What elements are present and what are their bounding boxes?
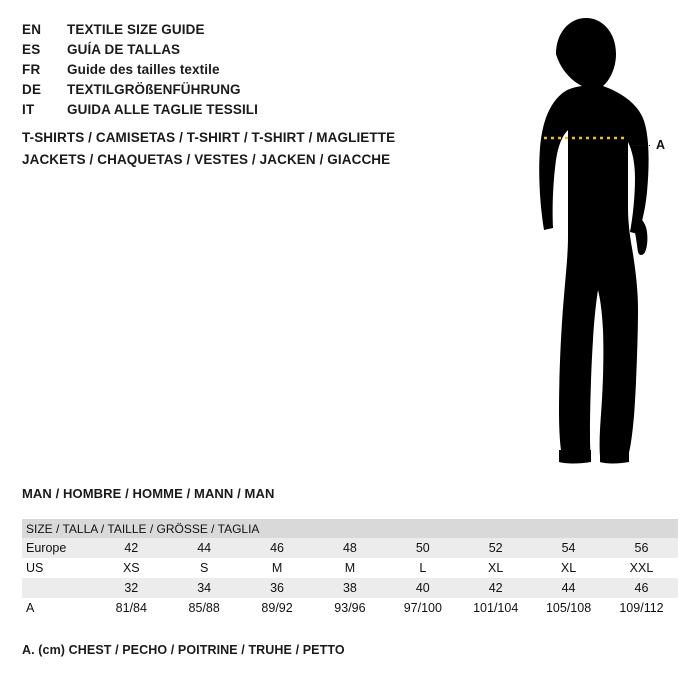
man-silhouette-figure	[460, 10, 690, 470]
table-cell: 44	[168, 538, 241, 558]
size-table	[22, 519, 678, 618]
silhouette-icon	[460, 10, 690, 470]
table-cell: XS	[95, 558, 168, 578]
table-cell: 93/96	[314, 598, 387, 618]
language-row	[22, 40, 452, 60]
table-cell: XXL	[605, 558, 678, 578]
gender-heading: MAN / HOMBRE / HOMME / MANN / MAN	[22, 486, 275, 501]
callout-label-a: A	[656, 138, 666, 152]
table-cell: 36	[241, 578, 314, 598]
table-cell: M	[241, 558, 314, 578]
table-cell: 42	[95, 538, 168, 558]
table-cell: 85/88	[168, 598, 241, 618]
callout-leader-line	[632, 145, 650, 146]
table-cell: 109/112	[605, 598, 678, 618]
language-code: DE	[22, 82, 42, 97]
table-cell: 32	[95, 578, 168, 598]
table-cell: 97/100	[386, 598, 459, 618]
table-cell: 101/104	[459, 598, 532, 618]
category-block	[22, 127, 472, 171]
table-row	[22, 538, 678, 558]
table-cell: 56	[605, 538, 678, 558]
table-cell: 42	[459, 578, 532, 598]
language-header-block	[22, 20, 452, 120]
table-cell: 52	[459, 538, 532, 558]
table-cell: 81/84	[95, 598, 168, 618]
table-cell: 34	[168, 578, 241, 598]
row-label: Europe	[22, 538, 95, 558]
row-label	[22, 578, 95, 598]
language-title: TEXTILE SIZE GUIDE	[67, 22, 205, 37]
table-cell: 46	[605, 578, 678, 598]
language-title: Guide des tailles textile	[67, 62, 220, 77]
table-cell: 44	[532, 578, 605, 598]
table-cell: 89/92	[241, 598, 314, 618]
language-row	[22, 60, 452, 80]
table-row	[22, 578, 678, 598]
table-cell: 40	[386, 578, 459, 598]
table-cell: L	[386, 558, 459, 578]
language-title: GUÍA DE TALLAS	[67, 42, 181, 57]
table-header-cell: SIZE / TALLA / TAILLE / GRÖSSE / TAGLIA	[22, 519, 678, 538]
table-cell: S	[168, 558, 241, 578]
language-row	[22, 80, 452, 100]
size-table-wrapper	[22, 519, 678, 618]
table-cell: 38	[314, 578, 387, 598]
category-line-jackets: JACKETS / CHAQUETAS / VESTES / JACKEN / GIACCHE	[22, 152, 391, 167]
table-cell: 46	[241, 538, 314, 558]
table-cell: 50	[386, 538, 459, 558]
language-code: EN	[22, 22, 42, 37]
table-row	[22, 558, 678, 578]
language-row	[22, 100, 452, 120]
language-code: ES	[22, 42, 41, 57]
table-cell: XL	[459, 558, 532, 578]
category-line-tshirts: T-SHIRTS / CAMISETAS / T-SHIRT / T-SHIRT / MAGLIETTE	[22, 130, 396, 145]
table-cell: 105/108	[532, 598, 605, 618]
language-title: TEXTILGRÖßENFÜHRUNG	[67, 82, 241, 97]
table-cell: XL	[532, 558, 605, 578]
table-row	[22, 598, 678, 618]
measurement-footnote: A. (cm) CHEST / PECHO / POITRINE / TRUHE / PETTO	[22, 643, 345, 657]
language-title: GUIDA ALLE TAGLIE TESSILI	[67, 102, 258, 117]
language-row	[22, 20, 452, 40]
table-cell: 54	[532, 538, 605, 558]
table-cell: 48	[314, 538, 387, 558]
language-code: FR	[22, 62, 41, 77]
table-cell: M	[314, 558, 387, 578]
table-header-row	[22, 519, 678, 538]
row-label: A	[22, 598, 95, 618]
row-label: US	[22, 558, 95, 578]
language-code: IT	[22, 102, 35, 117]
